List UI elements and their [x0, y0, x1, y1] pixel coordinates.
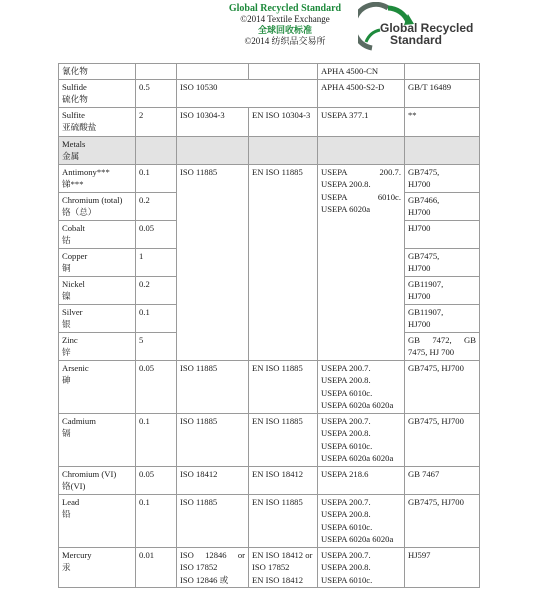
substance-cell: Chromium (total) 铬（总）: [59, 192, 136, 220]
group-header-row: [59, 136, 480, 164]
substance-cell: Antimony*** 锑***: [59, 164, 136, 192]
substance-cell: Sulfide 硫化物: [59, 79, 136, 107]
iso-method-cell: ISO 12846 or ISO 17852 ISO 12846 或: [177, 547, 249, 588]
en-method-cell: EN ISO 11885: [249, 413, 318, 466]
epa-method-cell: USEPA 200.7. USEPA 200.8. USEPA 6010c. USEPA 6020a 6020a: [318, 494, 405, 547]
cn-method-cell: GB7475, HJ700: [405, 360, 480, 413]
header-text-block: [200, 3, 370, 47]
epa-method-cell: USEPA 218.6: [318, 466, 405, 494]
cn-method-cell: [405, 64, 480, 80]
limit-cell: 5: [136, 332, 177, 360]
cn-method-cell: GB7475, HJ700: [405, 413, 480, 466]
limit-cell: 1: [136, 248, 177, 276]
group-title-cell: Metals 金属: [59, 136, 136, 164]
en-method-cell: EN ISO 18412 or ISO 17852 EN ISO 18412: [249, 547, 318, 588]
table-row: [59, 107, 480, 136]
cn-method-cell: GB 7472, GB 7475, HJ 700: [405, 332, 480, 360]
iso-method-cell: ISO 11885: [177, 360, 249, 413]
cn-method-cell: GB11907, HJ700: [405, 276, 480, 304]
iso-method-cell: ISO 11885: [177, 164, 249, 360]
cn-method-cell: HJ597: [405, 547, 480, 588]
cn-method-cell: GB7475, HJ700: [405, 164, 480, 192]
cn-method-cell: GB7466, HJ700: [405, 192, 480, 220]
cn-method-cell: GB7475, HJ700: [405, 248, 480, 276]
header-copyright-cn: ©2014 纺织品交易所: [244, 36, 326, 46]
substance-cell: Lead 铅: [59, 494, 136, 547]
limit-cell: 2: [136, 107, 177, 136]
table-row: [59, 547, 480, 588]
cn-method-cell: **: [405, 107, 480, 136]
substance-cell: Nickel 镍: [59, 276, 136, 304]
table-row: [59, 360, 480, 413]
substance-cell: Silver 银: [59, 304, 136, 332]
iso-method-cell: ISO 11885: [177, 413, 249, 466]
epa-method-cell: APHA 4500-S2-D: [318, 79, 405, 107]
limit-cell: 0.1: [136, 164, 177, 192]
table-row: [59, 79, 480, 107]
substance-cell: Zinc 锌: [59, 332, 136, 360]
table-row: [59, 64, 480, 80]
cn-method-cell: HJ700: [405, 220, 480, 248]
limit-cell: 0.1: [136, 304, 177, 332]
epa-method-cell: USEPA 200.7. USEPA 200.8. USEPA 6010c.: [318, 547, 405, 588]
iso-method-cell: ISO 10304-3: [177, 107, 249, 136]
epa-method-cell: USEPA 200.7. USEPA 200.8. USEPA 6010c. USEPA 6020a 6020a: [318, 413, 405, 466]
iso-method-cell: ISO 18412: [177, 466, 249, 494]
logo-wordmark: [380, 22, 480, 46]
header-title: Global Recycled Standard: [228, 3, 342, 14]
logo-line-1: Global Recycled: [380, 21, 474, 35]
limit-cell: 0.05: [136, 220, 177, 248]
table-row: [59, 466, 480, 494]
table-row: [59, 494, 480, 547]
substance-cell: Sulfite 亚硫酸盐: [59, 107, 136, 136]
limits-table: [58, 63, 480, 588]
limit-cell: 0.01: [136, 547, 177, 588]
cn-method-cell: GB/T 16489: [405, 79, 480, 107]
header-title-cn: 全球回收标准: [257, 25, 312, 35]
substance-cell: Arsenic 砷: [59, 360, 136, 413]
header-copyright-en: ©2014 Textile Exchange: [240, 14, 330, 24]
epa-method-cell: USEPA 200.7. USEPA 200.8. USEPA 6010c. USEPA 6020a: [318, 164, 405, 360]
en-method-cell: EN ISO 18412: [249, 466, 318, 494]
table-row: [59, 413, 480, 466]
en-method-cell: EN ISO 10304-3: [249, 107, 318, 136]
table-row: [59, 164, 480, 192]
limit-cell: [136, 64, 177, 80]
substance-cell: Mercury 汞: [59, 547, 136, 588]
en-method-cell: EN ISO 11885: [249, 164, 318, 360]
substance-cell: Chromium (VI) 铬(VI): [59, 466, 136, 494]
en-method-cell: EN ISO 11885: [249, 494, 318, 547]
limit-cell: 0.05: [136, 360, 177, 413]
substance-cell: 氰化物: [59, 64, 136, 80]
cn-method-cell: GB11907, HJ700: [405, 304, 480, 332]
cn-method-cell: GB 7467: [405, 466, 480, 494]
iso-method-cell: ISO 10530: [177, 79, 318, 107]
limit-cell: 0.05: [136, 466, 177, 494]
en-method-cell: [249, 64, 318, 80]
limit-cell: 0.2: [136, 276, 177, 304]
iso-method-cell: [177, 64, 249, 80]
cn-method-cell: GB7475, HJ700: [405, 494, 480, 547]
en-method-cell: EN ISO 11885: [249, 360, 318, 413]
limit-cell: 0.2: [136, 192, 177, 220]
epa-method-cell: USEPA 200.7. USEPA 200.8. USEPA 6010c. USEPA 6020a 6020a: [318, 360, 405, 413]
epa-method-cell: USEPA 377.1: [318, 107, 405, 136]
limit-cell: 0.1: [136, 413, 177, 466]
grs-logo: [358, 2, 478, 54]
logo-line-2: Standard: [390, 33, 443, 47]
substance-cell: Copper 铜: [59, 248, 136, 276]
page-header: [0, 0, 537, 58]
substance-cell: Cobalt 钴: [59, 220, 136, 248]
limit-cell: 0.5: [136, 79, 177, 107]
epa-method-cell: APHA 4500-CN: [318, 64, 405, 80]
limit-cell: 0.1: [136, 494, 177, 547]
substance-cell: Cadmium 镉: [59, 413, 136, 466]
iso-method-cell: ISO 11885: [177, 494, 249, 547]
